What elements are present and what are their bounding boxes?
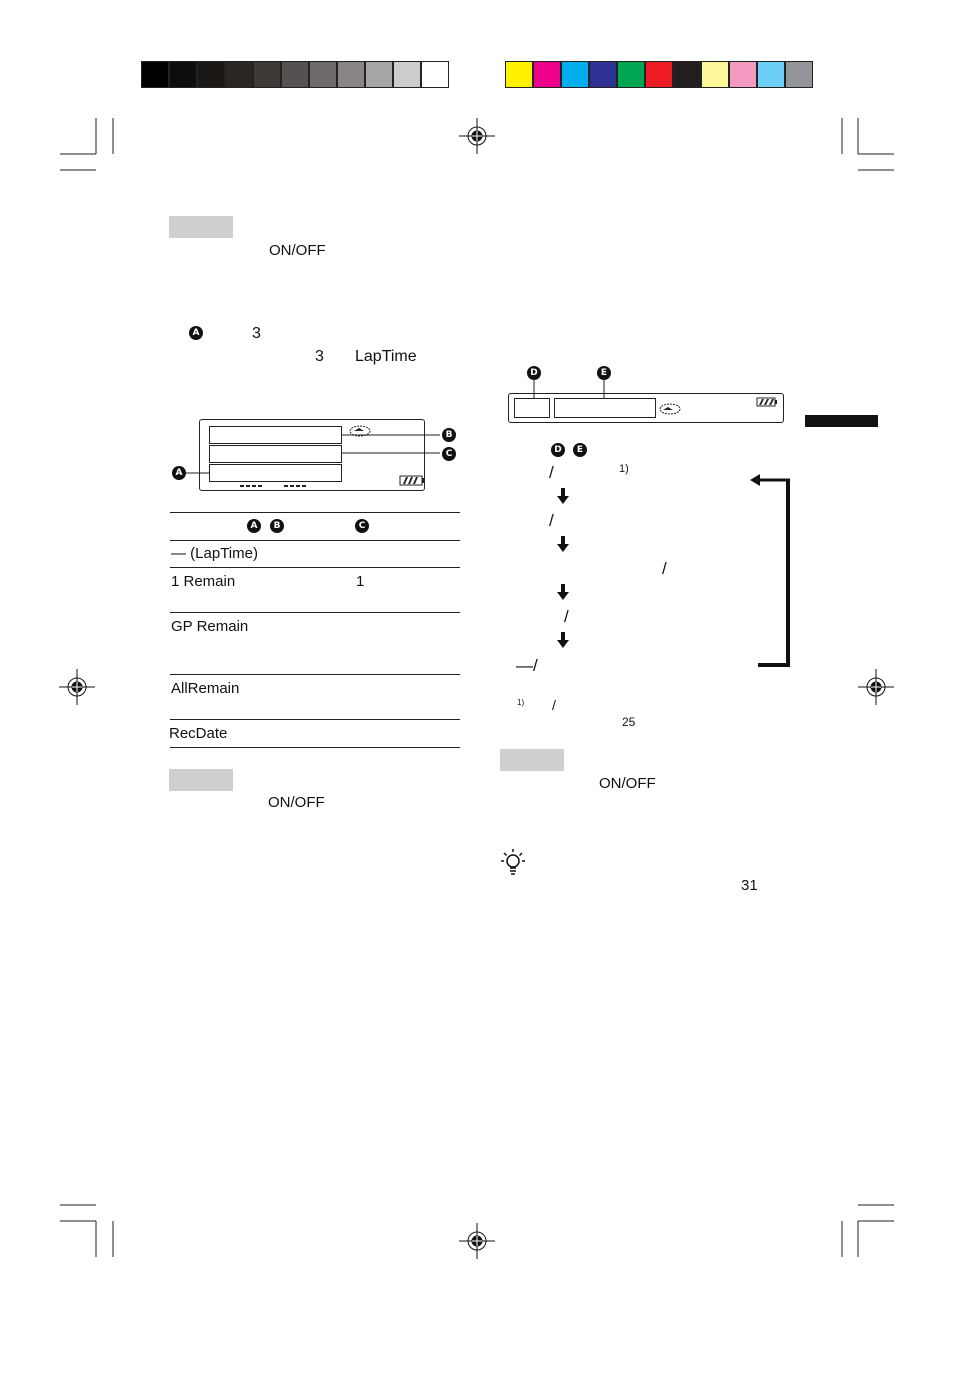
marker-a-icon: A [247,519,261,533]
sequence-slash: / [662,559,667,578]
sequence-slash: / [549,463,554,482]
marker-c-icon: C [355,519,369,533]
down-arrow-icon [556,632,570,648]
note-label-box [169,769,233,791]
table-row-label: — (LapTime) [171,545,258,562]
tip-page-ref: 31 [741,877,758,894]
footnote-reference: 1) [619,463,629,475]
down-arrow-icon [556,536,570,552]
marker-e-icon: E [597,366,611,380]
table-row-label: AllRemain [171,680,240,697]
footnote-slash: / [552,697,556,713]
sequence-slash: / [564,607,569,626]
table-row-label: 1 Remain [171,573,236,590]
marker-a-icon: A [189,326,203,340]
table-row-label: RecDate [169,725,228,742]
laptime-label: LapTime [355,348,417,365]
marker-a-icon: A [172,466,186,480]
section-tab [805,415,878,427]
table-rule [170,612,460,613]
sequence-slash: / [549,511,554,530]
table-row-label: GP Remain [171,618,249,635]
note-label-box [500,749,564,771]
table-rule [170,512,460,513]
table-rule [170,747,460,748]
intro-number: 3 [252,325,261,342]
marker-d-icon: D [527,366,541,380]
battery-icon [757,398,777,406]
intro-number: 3 [315,348,324,365]
note-button-name: ON/OFF [599,775,656,792]
table-row-value: 1 [356,573,365,590]
note-button-name: ON/OFF [268,794,325,811]
loop-back-arrow-icon [748,472,794,672]
table-rule [170,719,460,720]
battery-icon [400,476,424,485]
footnote-label: 1) [517,698,525,707]
marker-c-icon: C [442,447,456,461]
lcd-callouts [170,420,460,495]
marker-d-icon: D [551,443,565,457]
lcd-callouts [508,378,788,423]
footnote-page-ref: 25 [622,715,636,729]
table-rule [170,674,460,675]
table-rule [170,567,460,568]
marker-b-icon: B [270,519,284,533]
note-button-name: ON/OFF [269,242,326,259]
down-arrow-icon [556,488,570,504]
marker-b-icon: B [442,428,456,442]
note-label-box [169,216,233,238]
sequence-last-item: —/ [516,656,538,675]
table-rule [170,540,460,541]
tip-lightbulb-icon [500,847,526,877]
marker-e-icon: E [573,443,587,457]
down-arrow-icon [556,584,570,600]
